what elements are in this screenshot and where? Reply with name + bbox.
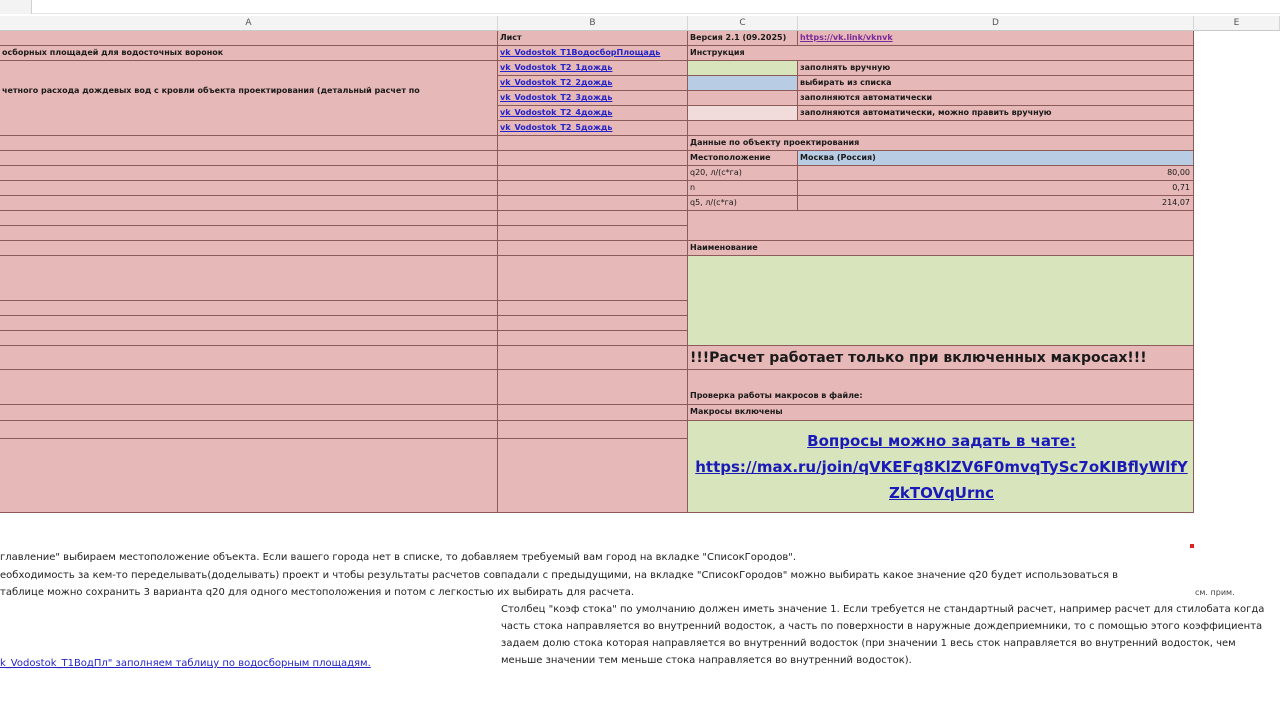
location-label[interactable]: Местоположение (688, 151, 798, 166)
cell-a21[interactable] (0, 346, 498, 370)
cell-a22[interactable] (0, 370, 498, 405)
cell-a25[interactable] (0, 439, 498, 513)
q5-label[interactable]: q5, л/(с*га) (688, 196, 798, 211)
cell-b24[interactable] (498, 421, 688, 439)
comment-indicator[interactable] (1190, 544, 1194, 548)
version-link[interactable]: https://vk.link/vknvk (798, 31, 1194, 46)
sheet-link-4[interactable]: vk_Vodostok_T2_4дождь (498, 106, 688, 121)
cell-b18[interactable] (498, 301, 688, 316)
blank-cd14[interactable] (688, 211, 1194, 241)
cell-b17[interactable] (498, 256, 688, 301)
stok-line-2: часть стока направляется во внутренний водосток, а часть по поверхности в наружные дождеприемники, то с помощью этого коэффициента (501, 621, 1263, 632)
note-line-1: главление" выбираем местоположение объекта. Если вашего города нет в списке, то добавляем требуемый вам город на вкладке "СписокГородов". (0, 552, 797, 563)
cell-b11[interactable] (498, 166, 688, 181)
note-line-2: еобходимость за кем-то переделывать(доделывать) проект и чтобы результаты расчетов совпадали с предыдущими, на вкладке "СписокГородов" можно выбирать какое значение q20 будет использоваться в (0, 570, 1119, 581)
column-header-e[interactable]: E (1194, 16, 1280, 31)
row3-title[interactable]: четного расхода дождевых вод с кровли объекта проектирования (детальный расчет по (0, 61, 498, 136)
instruction-label[interactable]: Инструкция (688, 46, 1194, 61)
column-header-a[interactable]: A (0, 16, 498, 31)
cell-b13[interactable] (498, 196, 688, 211)
legend-auto[interactable]: заполняются автоматически (798, 91, 1194, 106)
cell-a20[interactable] (0, 331, 498, 346)
cell-a9[interactable] (0, 136, 498, 151)
formula-bar (0, 0, 1280, 14)
sheet-link-3[interactable]: vk_Vodostok_T2_3дождь (498, 91, 688, 106)
q20-label[interactable]: q20, л/(с*га) (688, 166, 798, 181)
q20-value[interactable]: 80,00 (798, 166, 1194, 181)
n-label[interactable]: n (688, 181, 798, 196)
stok-line-1: Столбец "коэф стока" по умолчанию должен иметь значение 1. Если требуется не стандартный расчет, например расчет для стилобата когда (501, 604, 1265, 615)
macro-warning[interactable]: !!!Расчет работает только при включенных макросах!!! (688, 346, 1194, 370)
version-label[interactable]: Версия 2.1 (09.2025) (688, 31, 798, 46)
cell-b10[interactable] (498, 151, 688, 166)
chat-link-line1[interactable]: https://max.ru/join/qVKEFq8KlZV6F0mvqTySc7oKIBflyWlfY (695, 457, 1188, 476)
column-header-c[interactable]: C (688, 16, 798, 31)
bottom-sheet-link[interactable]: k_Vodostok_T1ВодПл" заполняем таблицу по водосборным площадям. (0, 658, 371, 669)
name-input[interactable] (688, 256, 1194, 346)
sheet-link-1[interactable]: vk_Vodostok_T2_1дождь (498, 61, 688, 76)
cell-b21[interactable] (498, 346, 688, 370)
cell-a23[interactable] (0, 405, 498, 421)
note-line-3: таблице можно сохранить 3 варианта q20 для одного местоположения и потом с легкостью их выбирать для расчета. (0, 587, 635, 598)
name-label[interactable]: Наименование (688, 241, 1194, 256)
name-box[interactable] (0, 0, 32, 14)
cell-a19[interactable] (0, 316, 498, 331)
legend-swatch-manual[interactable] (688, 61, 798, 76)
cell-b23[interactable] (498, 405, 688, 421)
cell-a0[interactable] (0, 31, 498, 46)
stok-line-3: задаем долю стока которая направляется во внутренний водосток (при значении 1 весь сток направляется во внутренний водосток, чем (501, 638, 1236, 649)
cell-b22[interactable] (498, 370, 688, 405)
cell-a15[interactable] (0, 226, 498, 241)
cell-b20[interactable] (498, 331, 688, 346)
object-title[interactable]: Данные по объекту проектирования (688, 136, 1194, 151)
chat-block[interactable] (688, 421, 1194, 513)
sheet-link-t1[interactable]: vk_Vodostok_T1ВодосборПлощадь (498, 46, 688, 61)
cell-b16[interactable] (498, 241, 688, 256)
sheet-link-5[interactable]: vk_Vodostok_T2_5дождь (498, 121, 688, 136)
legend-swatch-list[interactable] (688, 76, 798, 91)
stok-line-4: меньше значении тем меньше стока направляется во внутренний водосток). (501, 655, 912, 666)
blank-row-c8[interactable] (688, 121, 1194, 136)
row1-title[interactable]: осборных площадей для водосточных воронок (0, 46, 498, 61)
legend-swatch-auto-edit[interactable] (688, 106, 798, 121)
chat-link-line2[interactable]: ZkTOVqUrnc (889, 483, 994, 502)
location-select[interactable]: Москва (Россия) (798, 151, 1194, 166)
cell-b15[interactable] (498, 226, 688, 241)
cell-a11[interactable] (0, 166, 498, 181)
cell-a17[interactable] (0, 256, 498, 301)
legend-manual[interactable]: заполнять вручную (798, 61, 1194, 76)
legend-list[interactable]: выбирать из списка (798, 76, 1194, 91)
cell-b14[interactable] (498, 211, 688, 226)
macro-check-label[interactable]: Проверка работы макросов в файле: (688, 370, 1194, 405)
legend-swatch-auto[interactable] (688, 91, 798, 106)
sheet-list-header[interactable]: Лист (498, 31, 688, 46)
see-note: см. прим. (1195, 588, 1235, 597)
cell-a16[interactable] (0, 241, 498, 256)
q5-value[interactable]: 214,07 (798, 196, 1194, 211)
cell-b25[interactable] (498, 439, 688, 513)
cell-b19[interactable] (498, 316, 688, 331)
column-header-b[interactable]: B (498, 16, 688, 31)
column-header-d[interactable]: D (798, 16, 1194, 31)
sheet-link-2[interactable]: vk_Vodostok_T2_2дождь (498, 76, 688, 91)
chat-question: Вопросы можно задать в чате: (807, 431, 1076, 450)
cell-b12[interactable] (498, 181, 688, 196)
cell-b9[interactable] (498, 136, 688, 151)
cell-a14[interactable] (0, 211, 498, 226)
legend-auto-edit[interactable]: заполняются автоматически, можно править вручную (798, 106, 1194, 121)
cell-a13[interactable] (0, 196, 498, 211)
macro-status[interactable]: Макросы включены (688, 405, 1194, 421)
n-value[interactable]: 0,71 (798, 181, 1194, 196)
cell-a24[interactable] (0, 421, 498, 439)
cell-a10[interactable] (0, 151, 498, 166)
cell-a12[interactable] (0, 181, 498, 196)
cell-a18[interactable] (0, 301, 498, 316)
